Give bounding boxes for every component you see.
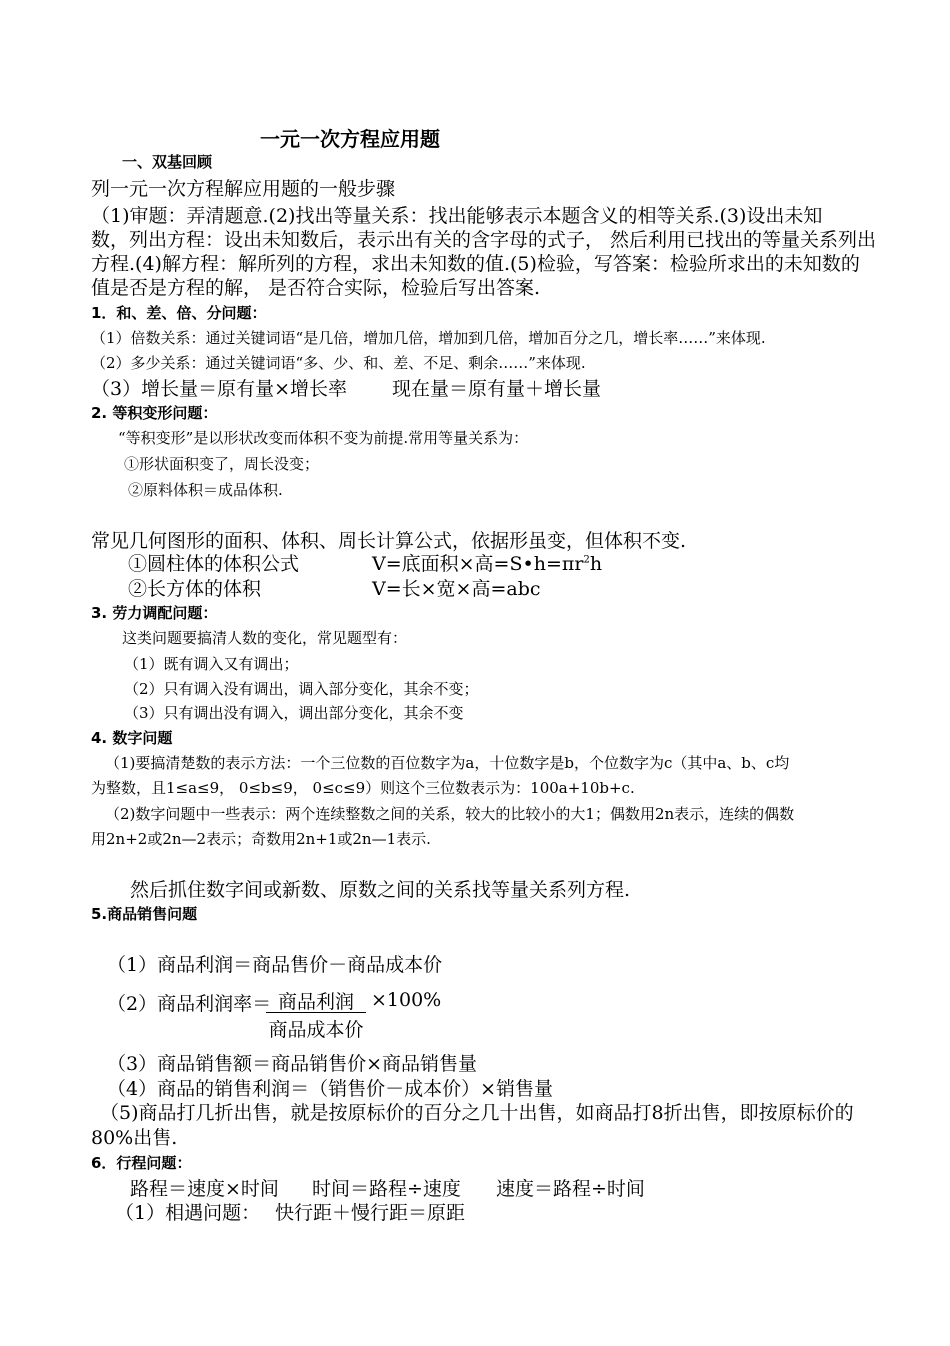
part2-item-2: ②原料体积＝成品体积. [128,481,283,499]
part2-intro: “等积变形”是以形状改变而体积不变为前提.常用等量关系为： [118,429,529,447]
part5-heading: 5.商品销售问题 [91,905,198,923]
fraction-bar [266,1012,366,1013]
part1-heading: 1．和、差、倍、分问题： [91,304,267,322]
part3-item-2: （2）只有调入没有调出，调入部分变化，其余不变； [124,680,479,698]
formula-intro: 常见几何图形的面积、体积、周长计算公式，依据形虽变，但体积不变. [91,530,687,552]
part1-item-3b: 现在量＝原有量＋增长量 [392,378,602,400]
part2-item-1: ①形状面积变了，周长没变； [124,455,320,473]
cuboid-label: ②长方体的体积 [128,578,262,600]
travel-formula-2: 时间＝路程÷速度 [312,1178,461,1200]
part4-p2-line-2: 用2n+2或2n—2表示；奇数用2n+1或2n—1表示. [91,830,431,848]
profit-rate-denominator: 商品成本价 [268,1019,364,1041]
cylinder-label: ①圆柱体的体积公式 [128,553,300,575]
part4-heading: 4. 数字问题 [91,729,173,747]
profit-rate-numerator: 商品利润 [277,991,354,1013]
part1-item-3a: （3）增长量＝原有量×增长率 [91,378,348,400]
part4-p1-line-2: 为整数，且1≤a≤9， 0≤b≤9， 0≤c≤9）则这个三位数表示为：100a+10b+c. [91,779,635,797]
part4-closing: 然后抓住数字间或新数、原数之间的关系找等量关系列方程. [130,879,631,901]
part3-item-3: （3）只有调出没有调入，调出部分变化，其余不变 [124,704,464,722]
steps-line-3: 方程.(4)解方程：解所列的方程，求出未知数的值.(5)检验，写答案：检验所求出的未知数的 [91,253,860,275]
cylinder-formula: V=底面积×高$=S•h=\pi r^2h$ [372,553,603,575]
part5-item-2-label: （2）商品利润率＝ [107,993,272,1015]
steps-line-1: （1)审题：弄清题意.(2)找出等量关系：找出能够表示本题含义的相等关系.(3)设出未知 [91,205,823,227]
part1-item-2: （2）多少关系：通过关键词语“多、少、和、差、不足、剩余……”来体现. [91,354,586,372]
travel-formula-3: 速度＝路程÷时间 [496,1178,645,1200]
part5-item-2-tail: ×100% [371,989,442,1011]
steps-line-2: 数，列出方程：设出未知数后，表示出有关的含字母的式子， 然后利用已找出的等量关系列出 [91,229,877,251]
part5-item-1: （1）商品利润＝商品售价－商品成本价 [107,954,443,976]
part6-item-1-formula: 快行距＋慢行距＝原距 [275,1202,466,1224]
part4-p1-line-1: （1)要搞清楚数的表示方法：一个三位数的百位数字为a，十位数字是b，个位数字为c（其中a、b、c均 [105,754,790,772]
part6-item-1-label: （1）相遇问题： [115,1202,261,1224]
steps-intro: 列一元一次方程解应用题的一般步骤 [91,178,396,200]
section-heading-review: 一、双基回顾 [122,153,213,171]
cuboid-formula: V=长×宽×高=abc [372,578,541,600]
part6-heading: 6．行程问题： [91,1154,192,1172]
part5-item-5-line-2: 80%出售. [91,1127,178,1149]
part4-p2-line-1: （2)数字问题中一些表示：两个连续整数之间的关系，较大的比较小的大1；偶数用2n表示，连续的偶数 [105,805,795,823]
part1-item-1: （1）倍数关系：通过关键词语“是几倍，增加几倍，增加到几倍，增加百分之几，增长率……”来体现. [91,329,766,347]
page-title: 一元一次方程应用题 [260,127,440,151]
travel-formula-1: 路程＝速度×时间 [130,1178,279,1200]
part5-item-4: （4）商品的销售利润＝（销售价－成本价）×销售量 [107,1078,554,1100]
part3-item-1: （1）既有调入又有调出； [124,655,299,673]
part3-heading: 3. 劳力调配问题： [91,604,218,622]
part5-item-5-line-1: （5)商品打几折出售，就是按原标价的百分之几十出售，如商品打8折出售，即按原标价的 [100,1102,854,1124]
part2-heading: 2. 等积变形问题： [91,404,218,422]
steps-line-4: 值是否是方程的解， 是否符合实际，检验后写出答案. [91,277,541,299]
part3-intro: 这类问题要搞清人数的变化，常见题型有： [122,629,408,647]
part5-item-3: （3）商品销售额＝商品销售价×商品销售量 [107,1053,478,1075]
